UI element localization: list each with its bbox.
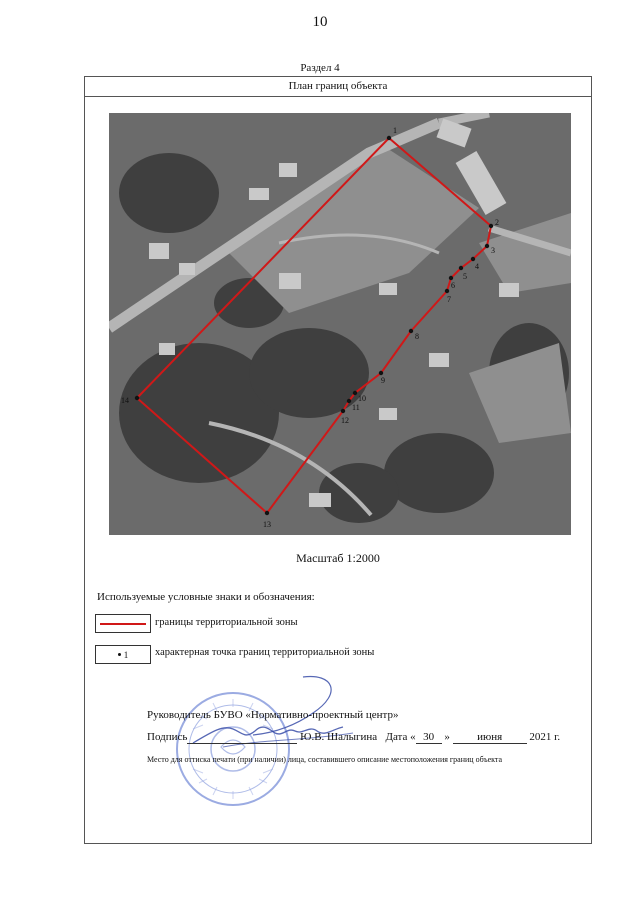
point-label: 10 <box>358 394 366 403</box>
date-month: июня <box>453 731 527 744</box>
plan-title: План границ объекта <box>85 77 591 97</box>
legend-title: Используемые условные знаки и обозначения: <box>97 591 315 603</box>
point-label: 13 <box>263 520 271 529</box>
point-label: 6 <box>451 281 455 290</box>
section-title: Раздел 4 <box>300 62 340 74</box>
point-label: 7 <box>447 295 451 304</box>
legend-point-symbol: 1 <box>95 645 151 664</box>
point-label: 11 <box>352 403 360 412</box>
aerial-map <box>109 113 571 535</box>
legend-boundary-label: границы территориальной зоны <box>155 617 298 628</box>
point-label: 1 <box>393 126 397 135</box>
legend-boundary-symbol <box>95 614 151 633</box>
point-label: 4 <box>475 262 479 271</box>
signature-label: Подпись <box>147 731 188 743</box>
date-year: 2021 г. <box>529 731 561 743</box>
point-label: 2 <box>495 218 499 227</box>
organization-head-line: Руководитель БУВО «Нормативно-проектный центр» <box>147 709 399 721</box>
legend-point-label: характерная точка границ территориальной зоны <box>155 647 375 658</box>
signature-line: Подпись Ю.В. Шалыгина Дата « 30 » июня 2021 г. <box>147 731 561 743</box>
plan-frame <box>84 76 592 844</box>
point-label: 14 <box>121 396 129 405</box>
map-scale: Масштаб 1:2000 <box>296 551 380 565</box>
page-number: 10 <box>312 14 328 30</box>
point-label: 12 <box>341 416 349 425</box>
point-label: 5 <box>463 272 467 281</box>
signer-name: Ю.В. Шалыгина <box>300 731 378 743</box>
point-label: 8 <box>415 332 419 341</box>
point-label: 9 <box>381 376 385 385</box>
stamp-note: Место для оттиска печати (при наличии) лица, составившего описание местоположения границ объекта <box>147 755 503 764</box>
date-day: 30 <box>416 731 442 744</box>
date-label: Дата « <box>385 731 416 743</box>
point-label: 3 <box>491 246 495 255</box>
